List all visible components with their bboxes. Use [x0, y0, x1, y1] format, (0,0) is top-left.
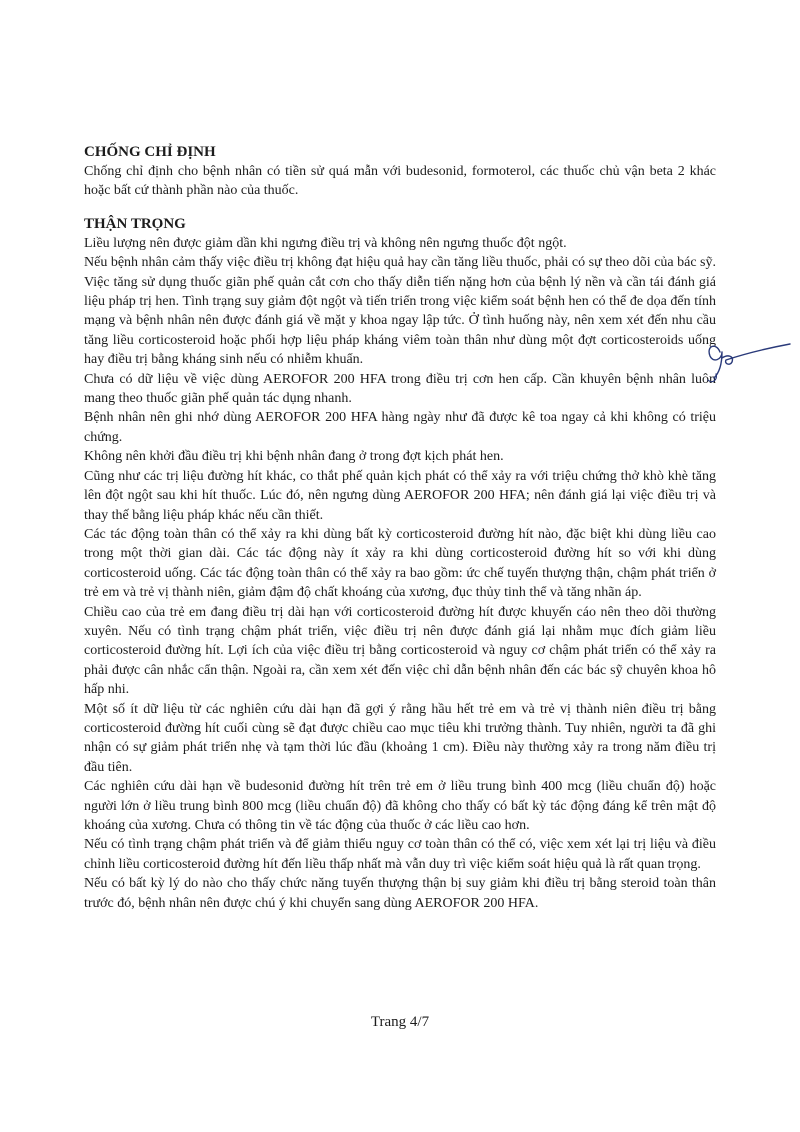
paragraph: Cũng như các trị liệu đường hít khác, co thắt phế quản kịch phát có thể xảy ra với triệu chứng thở khò khè tăng lên đột ngột sau khi hít thuốc. Lúc đó, nên ngưng dùng AEROFOR 200 HFA; nên đánh giá lại việc điều trị và thay thế bằng liệu pháp khác nếu cần thiết. [84, 468, 716, 523]
paragraph: Không nên khởi đầu điều trị khi bệnh nhân đang ở trong đợt kịch phát hen. [84, 449, 504, 465]
document-body [84, 143, 716, 913]
paragraph: Chống chỉ định cho bệnh nhân có tiền sử quá mẫn với budesonid, formoterol, các thuốc chủ vận beta 2 khác hoặc bất cứ thành phần nào của thuốc. [84, 164, 716, 199]
paragraph: Nếu bệnh nhân cảm thấy việc điều trị không đạt hiệu quả hay cần tăng liều thuốc, phải có sự theo dõi của bác sỹ. Việc tăng sử dụng thuốc giãn phế quản cắt cơn cho thấy diễn tiến nặng hơn của bệnh lý nền và cần tái đánh giá liệu pháp trị hen. Tình trạng suy giảm đột ngột và tiến triển trong việc kiểm soát bệnh hen có thể đe dọa đến tính mạng và bệnh nhân nên được đánh giá về mặt y khoa ngay lập tức. Ở tình huống này, nên xem xét đến nhu cầu tăng liều corticosteroid hoặc phối hợp liệu pháp kháng viêm toàn thân như dùng một đợt corticosteroids uống hay điều trị bằng kháng sinh nếu có nhiễm khuẩn. [84, 255, 716, 368]
paragraph: Một số ít dữ liệu từ các nghiên cứu dài hạn đã gợi ý rằng hầu hết trẻ em và trẻ vị thành niên điều trị bằng corticosteroid đường hít cuối cùng sẽ đạt được chiều cao mục tiêu khi trưởng thành. Tuy nhiên, người ta đã ghi nhận có sự giảm phát triển nhẹ và tạm thời lúc đầu (khoảng 1 cm). Điều này thường xảy ra trong năm điều trị đầu tiên. [84, 701, 716, 775]
paragraph: Chưa có dữ liệu về việc dùng AEROFOR 200 HFA trong điều trị cơn hen cấp. Cần khuyên bệnh nhân luôn mang theo thuốc giãn phế quản tác dụng nhanh. [84, 371, 716, 407]
section-contraindications [84, 143, 716, 201]
paragraph: Chiều cao của trẻ em đang điều trị dài hạn với corticosteroid đường hít được khuyến cáo nên theo dõi thường xuyên. Nếu có tình trạng chậm phát triển, việc điều trị nên được đánh giá lại nhằm mục đích giảm liều corticosteroid đường hít. Lợi ích của việc điều trị bằng corticosteroid và nguy cơ chậm phát triển có thể xảy ra phải được cân nhắc cẩn thận. Ngoài ra, cần xem xét đến việc chỉ dẫn bệnh nhân đến các bác sỹ chuyên khoa hô hấp nhi. [84, 604, 716, 698]
page-number: Trang 4/7 [370, 1014, 430, 1030]
paragraph: Liều lượng nên được giảm dần khi ngưng điều trị và không nên ngưng thuốc đột ngột. [84, 235, 567, 251]
section-title-contraindications: CHỐNG CHỈ ĐỊNH [84, 144, 216, 160]
paragraph: Bệnh nhân nên ghi nhớ dùng AEROFOR 200 HFA hàng ngày như đã được kê toa ngay cả khi không có triệu chứng. [84, 410, 716, 445]
paragraph: Nếu có tình trạng chậm phát triển và để giảm thiểu nguy cơ toàn thân có thể có, việc xem xét lại trị liệu và điều chỉnh liều corticosteroid đường hít đến liều thấp nhất mà vẫn duy trì việc kiểm soát hiệu quả là rất quan trọng. [84, 837, 716, 872]
paragraph: Các nghiên cứu dài hạn về budesonid đường hít trên trẻ em ở liều trung bình 400 mcg (liều chuẩn độ) hoặc người lớn ở liều trung bình 800 mcg (liều chuẩn độ) đã không cho thấy có bất kỳ tác động đáng kể trên mật độ khoáng của xương. Chưa có thông tin về tác động của thuốc ở các liều cao hơn. [84, 779, 716, 833]
handwritten-initials-signature [698, 330, 798, 390]
section-precautions [84, 215, 716, 913]
section-title-precautions: THẬN TRỌNG [84, 215, 186, 232]
paragraph: Nếu có bất kỳ lý do nào cho thấy chức năng tuyến thượng thận bị suy giảm khi điều trị bằng steroid toàn thân trước đó, bệnh nhân nên được chú ý khi chuyển sang dùng AEROFOR 200 HFA. [84, 876, 716, 911]
paragraph: Các tác động toàn thân có thể xảy ra khi dùng bất kỳ corticosteroid đường hít nào, đặc biệt khi dùng liều cao trong một thời gian dài. Các tác động này ít xảy ra khi dùng corticosteroid đường hít so với khi dùng corticosteroid uống. Các tác động toàn thân có thể xảy ra bao gồm: ức chế tuyến thượng thận, chậm phát triển ở trẻ em và trẻ vị thành niên, giảm đậm độ chất khoáng của xương, đục thủy tinh thể và tăng nhãn áp. [84, 526, 716, 601]
